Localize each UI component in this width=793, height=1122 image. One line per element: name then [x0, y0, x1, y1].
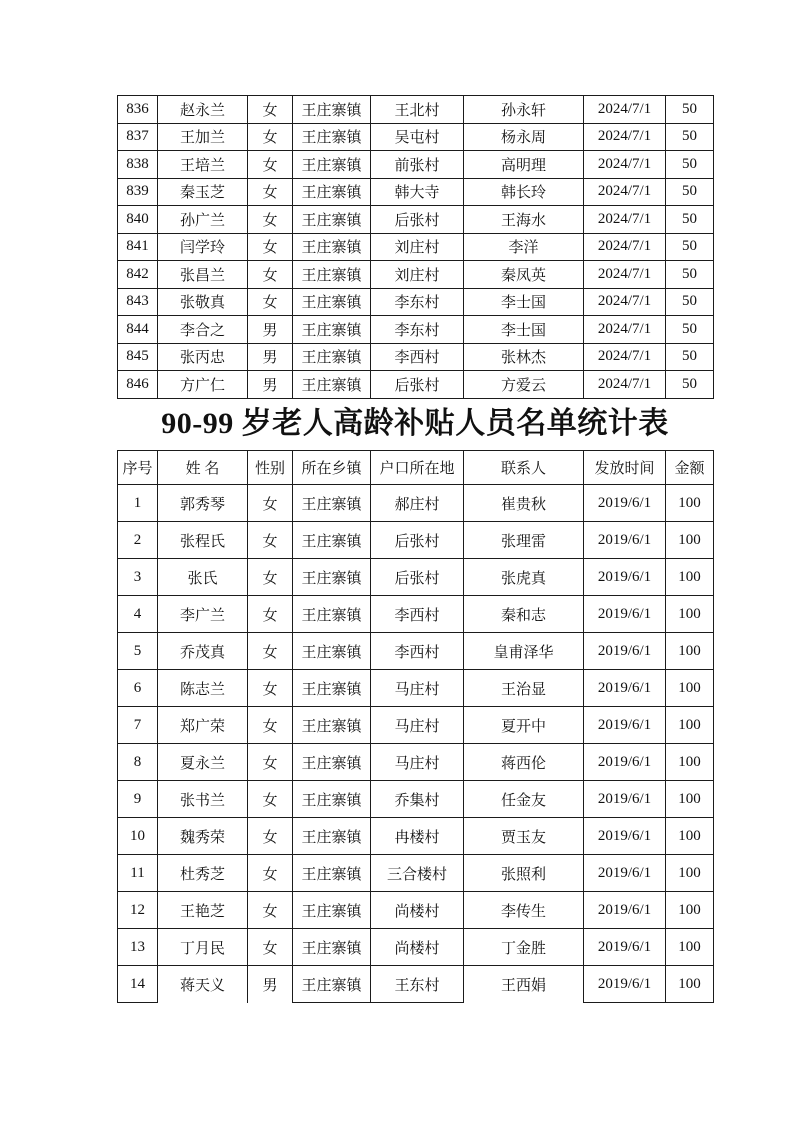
- table-cell: 女: [248, 288, 293, 316]
- table-cell: 13: [118, 929, 158, 966]
- table-row: [118, 818, 714, 855]
- table-cell: 2024/7/1: [584, 288, 666, 316]
- table-cell: 2024/7/1: [584, 96, 666, 124]
- table-cell: 王北村: [371, 96, 464, 124]
- table-row: [118, 206, 714, 234]
- table-cell: 王培兰: [158, 151, 248, 179]
- table-row: [118, 966, 714, 1003]
- table-cell: 2024/7/1: [584, 123, 666, 151]
- table-cell: 男: [248, 316, 293, 344]
- table-cell: 贾玉友: [464, 818, 584, 855]
- table-cell: 王庄寨镇: [293, 261, 371, 289]
- table-cell: 郝庄村: [371, 485, 464, 522]
- table-cell: 王东村: [371, 966, 464, 1003]
- table-cell: 2019/6/1: [584, 559, 666, 596]
- table-cell: 840: [118, 206, 158, 234]
- table-row: [118, 929, 714, 966]
- table-cell: 2019/6/1: [584, 892, 666, 929]
- table-cell: 李洋: [464, 233, 584, 261]
- table-cell: 女: [248, 892, 293, 929]
- table-row: [118, 596, 714, 633]
- table-cell: 100: [666, 596, 714, 633]
- table-cell: 2024/7/1: [584, 178, 666, 206]
- table-cell: 张敬真: [158, 288, 248, 316]
- table-cell: 张氏: [158, 559, 248, 596]
- table-cell: 100: [666, 966, 714, 1003]
- table-cell: 2019/6/1: [584, 966, 666, 1003]
- table-cell: 孙永轩: [464, 96, 584, 124]
- table-cell: 王庄寨镇: [293, 633, 371, 670]
- table-cell: 孙广兰: [158, 206, 248, 234]
- header-cell: 金额: [666, 451, 714, 485]
- table-row: [118, 522, 714, 559]
- table-cell: 女: [248, 206, 293, 234]
- table-cell: 王庄寨镇: [293, 123, 371, 151]
- table-cell: 100: [666, 929, 714, 966]
- table-cell: 前张村: [371, 151, 464, 179]
- table-row: [118, 892, 714, 929]
- header-cell: 发放时间: [584, 451, 666, 485]
- table-cell: 2019/6/1: [584, 670, 666, 707]
- table-cell: 王庄寨镇: [293, 522, 371, 559]
- table-cell: 14: [118, 966, 158, 1003]
- table-cell: 12: [118, 892, 158, 929]
- table-cell: 女: [248, 855, 293, 892]
- table-row: [118, 178, 714, 206]
- table-cell: 后张村: [371, 559, 464, 596]
- table-cell: 2: [118, 522, 158, 559]
- table-cell: 2024/7/1: [584, 261, 666, 289]
- table-cell: 王艳芝: [158, 892, 248, 929]
- table-cell: 100: [666, 818, 714, 855]
- table-cell: 杨永周: [464, 123, 584, 151]
- table-cell: 后张村: [371, 206, 464, 234]
- table-cell: 女: [248, 670, 293, 707]
- table-cell: 839: [118, 178, 158, 206]
- table-row: [118, 633, 714, 670]
- table-cell: 845: [118, 343, 158, 371]
- table-cell: 皇甫泽华: [464, 633, 584, 670]
- header-cell: 户口所在地: [371, 451, 464, 485]
- table-cell: 2024/7/1: [584, 371, 666, 399]
- table-cell: 女: [248, 485, 293, 522]
- table-cell: 100: [666, 522, 714, 559]
- table-cell: 846: [118, 371, 158, 399]
- table-cell: 王庄寨镇: [293, 559, 371, 596]
- table-cell: 2019/6/1: [584, 929, 666, 966]
- table-cell: 王庄寨镇: [293, 343, 371, 371]
- table-row: [118, 451, 714, 485]
- table-cell: 2019/6/1: [584, 744, 666, 781]
- table-cell: 李合之: [158, 316, 248, 344]
- table-cell: 王庄寨镇: [293, 966, 371, 1003]
- table-cell: 李广兰: [158, 596, 248, 633]
- table-cell: 2019/6/1: [584, 522, 666, 559]
- table-cell: 李士国: [464, 288, 584, 316]
- table-cell: 冉楼村: [371, 818, 464, 855]
- table-cell: 女: [248, 123, 293, 151]
- table-cell: 女: [248, 261, 293, 289]
- table-cell: 韩长玲: [464, 178, 584, 206]
- table-cell: 女: [248, 233, 293, 261]
- table-cell: 2024/7/1: [584, 343, 666, 371]
- table-cell: 王庄寨镇: [293, 206, 371, 234]
- table-cell: 女: [248, 178, 293, 206]
- table-cell: 女: [248, 781, 293, 818]
- table-cell: 50: [666, 151, 714, 179]
- table-cell: 女: [248, 559, 293, 596]
- subsidy-table-90-99: [117, 450, 714, 1003]
- table-cell: 841: [118, 233, 158, 261]
- table-cell: 2019/6/1: [584, 596, 666, 633]
- table-row: [118, 151, 714, 179]
- table-cell: 李传生: [464, 892, 584, 929]
- table-cell: 夏永兰: [158, 744, 248, 781]
- table2-body: [118, 451, 714, 1003]
- table-row: [118, 233, 714, 261]
- table-cell: 张林杰: [464, 343, 584, 371]
- table-cell: 2024/7/1: [584, 151, 666, 179]
- table-cell: 50: [666, 288, 714, 316]
- table-cell: 乔茂真: [158, 633, 248, 670]
- table-cell: 842: [118, 261, 158, 289]
- table-cell: 王庄寨镇: [293, 96, 371, 124]
- table-cell: 李士国: [464, 316, 584, 344]
- table-cell: 男: [248, 371, 293, 399]
- table-cell: 2019/6/1: [584, 485, 666, 522]
- table-cell: 2019/6/1: [584, 855, 666, 892]
- table-cell: 9: [118, 781, 158, 818]
- table-cell: 8: [118, 744, 158, 781]
- table-cell: 王庄寨镇: [293, 485, 371, 522]
- table-cell: 李西村: [371, 343, 464, 371]
- table-cell: 100: [666, 707, 714, 744]
- table-cell: 女: [248, 707, 293, 744]
- table-cell: 王庄寨镇: [293, 818, 371, 855]
- table-row: [118, 316, 714, 344]
- table-cell: 王加兰: [158, 123, 248, 151]
- table-cell: 50: [666, 206, 714, 234]
- table-cell: 2024/7/1: [584, 233, 666, 261]
- table-cell: 3: [118, 559, 158, 596]
- table-row: [118, 96, 714, 124]
- table-cell: 844: [118, 316, 158, 344]
- table-cell: 郭秀琴: [158, 485, 248, 522]
- table-cell: 后张村: [371, 371, 464, 399]
- header-cell: 联系人: [464, 451, 584, 485]
- table-cell: 尚楼村: [371, 929, 464, 966]
- table-cell: 837: [118, 123, 158, 151]
- table-cell: 陈志兰: [158, 670, 248, 707]
- table-cell: 乔集村: [371, 781, 464, 818]
- table-cell: 魏秀荣: [158, 818, 248, 855]
- table-cell: 女: [248, 151, 293, 179]
- table-cell: 50: [666, 178, 714, 206]
- table-cell: 50: [666, 123, 714, 151]
- table-cell: 吴屯村: [371, 123, 464, 151]
- table-cell: 尚楼村: [371, 892, 464, 929]
- table-cell: 843: [118, 288, 158, 316]
- table-row: [118, 559, 714, 596]
- table-cell: 刘庄村: [371, 233, 464, 261]
- table-cell: 李东村: [371, 288, 464, 316]
- table-row: [118, 781, 714, 818]
- table1-body: [118, 96, 714, 399]
- table-cell: 马庄村: [371, 744, 464, 781]
- table-cell: 50: [666, 233, 714, 261]
- header-cell: 姓 名: [158, 451, 248, 485]
- table-cell: 2019/6/1: [584, 781, 666, 818]
- table-cell: 王庄寨镇: [293, 371, 371, 399]
- table-cell: 方广仁: [158, 371, 248, 399]
- table-cell: 蒋西伦: [464, 744, 584, 781]
- table-cell: 50: [666, 343, 714, 371]
- table-cell: 高明理: [464, 151, 584, 179]
- table-cell: 100: [666, 670, 714, 707]
- table-cell: 王治显: [464, 670, 584, 707]
- table-row: [118, 707, 714, 744]
- table-cell: 男: [248, 343, 293, 371]
- table-cell: 王庄寨镇: [293, 892, 371, 929]
- table-cell: 女: [248, 522, 293, 559]
- table-row: [118, 123, 714, 151]
- table-row: [118, 485, 714, 522]
- table-row: [118, 288, 714, 316]
- table-cell: 郑广荣: [158, 707, 248, 744]
- table-row: [118, 261, 714, 289]
- table-cell: 王庄寨镇: [293, 316, 371, 344]
- table-cell: 10: [118, 818, 158, 855]
- table-row: [118, 855, 714, 892]
- table-cell: 50: [666, 261, 714, 289]
- table-cell: 张书兰: [158, 781, 248, 818]
- table-cell: 女: [248, 633, 293, 670]
- table-cell: 2024/7/1: [584, 206, 666, 234]
- table-cell: 王庄寨镇: [293, 670, 371, 707]
- table-cell: 秦玉芝: [158, 178, 248, 206]
- table-cell: 女: [248, 96, 293, 124]
- table-cell: 秦和志: [464, 596, 584, 633]
- table-cell: 秦凤英: [464, 261, 584, 289]
- table-cell: 50: [666, 371, 714, 399]
- table-cell: 王庄寨镇: [293, 744, 371, 781]
- table-cell: 女: [248, 744, 293, 781]
- table-cell: 王庄寨镇: [293, 855, 371, 892]
- table-cell: 男: [248, 966, 293, 1003]
- table-cell: 丁金胜: [464, 929, 584, 966]
- table-cell: 7: [118, 707, 158, 744]
- table-cell: 马庄村: [371, 670, 464, 707]
- table-row: [118, 343, 714, 371]
- table-cell: 马庄村: [371, 707, 464, 744]
- table-cell: 1: [118, 485, 158, 522]
- table-cell: 100: [666, 485, 714, 522]
- table-cell: 女: [248, 929, 293, 966]
- table-cell: 杜秀芝: [158, 855, 248, 892]
- table-cell: 11: [118, 855, 158, 892]
- table-cell: 蒋天义: [158, 966, 248, 1003]
- table-cell: 2024/7/1: [584, 316, 666, 344]
- table-cell: 4: [118, 596, 158, 633]
- table-cell: 50: [666, 316, 714, 344]
- table-cell: 5: [118, 633, 158, 670]
- table-row: [118, 744, 714, 781]
- table-cell: 836: [118, 96, 158, 124]
- table-cell: 50: [666, 96, 714, 124]
- table-cell: 李西村: [371, 633, 464, 670]
- table-cell: 2019/6/1: [584, 707, 666, 744]
- table-cell: 张理雷: [464, 522, 584, 559]
- table-cell: 赵永兰: [158, 96, 248, 124]
- table-cell: 方爱云: [464, 371, 584, 399]
- table-cell: 夏开中: [464, 707, 584, 744]
- table-cell: 838: [118, 151, 158, 179]
- table-cell: 女: [248, 818, 293, 855]
- header-cell: 所在乡镇: [293, 451, 371, 485]
- table-cell: 100: [666, 892, 714, 929]
- table-cell: 张昌兰: [158, 261, 248, 289]
- table-cell: 王庄寨镇: [293, 781, 371, 818]
- table-cell: 张虎真: [464, 559, 584, 596]
- subsidy-table-80-89-continuation: [117, 95, 714, 399]
- table-cell: 王海水: [464, 206, 584, 234]
- table-cell: 张程氏: [158, 522, 248, 559]
- table-cell: 王西娟: [464, 966, 584, 1003]
- table-cell: 李西村: [371, 596, 464, 633]
- table-cell: 张丙忠: [158, 343, 248, 371]
- table-cell: 王庄寨镇: [293, 596, 371, 633]
- table-cell: 丁月民: [158, 929, 248, 966]
- table-cell: 任金友: [464, 781, 584, 818]
- table-cell: 王庄寨镇: [293, 929, 371, 966]
- header-cell: 序号: [118, 451, 158, 485]
- page-title: 90-99 岁老人高龄补贴人员名单统计表: [161, 407, 669, 440]
- table-cell: 6: [118, 670, 158, 707]
- table-cell: 100: [666, 781, 714, 818]
- table-cell: 王庄寨镇: [293, 178, 371, 206]
- table-cell: 2019/6/1: [584, 633, 666, 670]
- table-cell: 后张村: [371, 522, 464, 559]
- table-row: [118, 670, 714, 707]
- table-cell: 100: [666, 559, 714, 596]
- table-cell: 刘庄村: [371, 261, 464, 289]
- table-cell: 李东村: [371, 316, 464, 344]
- table-cell: 2019/6/1: [584, 818, 666, 855]
- table-cell: 三合楼村: [371, 855, 464, 892]
- table-cell: 王庄寨镇: [293, 233, 371, 261]
- table-cell: 王庄寨镇: [293, 707, 371, 744]
- table-row: [118, 371, 714, 399]
- table-cell: 王庄寨镇: [293, 288, 371, 316]
- table-cell: 张照利: [464, 855, 584, 892]
- table-cell: 100: [666, 633, 714, 670]
- table-cell: 韩大寺: [371, 178, 464, 206]
- table-cell: 闫学玲: [158, 233, 248, 261]
- table-cell: 100: [666, 744, 714, 781]
- table-cell: 崔贵秋: [464, 485, 584, 522]
- header-cell: 性别: [248, 451, 293, 485]
- table-cell: 女: [248, 596, 293, 633]
- table-cell: 100: [666, 855, 714, 892]
- table-cell: 王庄寨镇: [293, 151, 371, 179]
